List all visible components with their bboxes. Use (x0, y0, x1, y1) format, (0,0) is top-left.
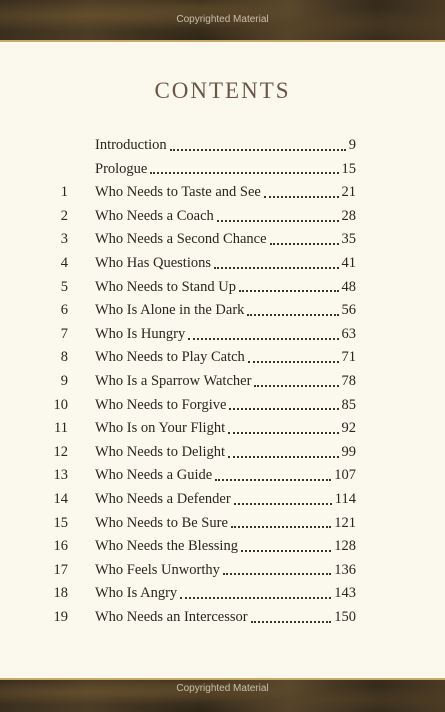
toc-row (0, 394, 445, 418)
dot-leader (248, 361, 339, 363)
dot-leader (229, 408, 338, 410)
chapter-title: Who Is on Your Flight (95, 420, 226, 437)
toc-row (0, 346, 445, 370)
page-number: 9 (348, 137, 356, 153)
toc-row (0, 559, 445, 583)
dot-leader (241, 550, 331, 552)
page-number: 15 (341, 160, 356, 177)
toc-row (0, 252, 445, 276)
toc-row (0, 134, 445, 158)
chapter-number: 8 (60, 349, 68, 366)
toc-entry (95, 276, 356, 300)
watermark-top: Copyrighted Material (176, 14, 269, 25)
chapter-number: 11 (54, 420, 68, 437)
page-number: 114 (334, 490, 356, 507)
chapter-number: 6 (60, 302, 68, 319)
dot-leader (215, 479, 331, 481)
toc-entry (95, 134, 356, 158)
toc-entry (95, 394, 356, 418)
dot-leader (264, 196, 339, 198)
toc-row (0, 370, 445, 394)
chapter-title: Who Needs to Play Catch (95, 349, 245, 366)
dot-leader (254, 385, 338, 387)
page-number: 78 (341, 372, 356, 389)
chapter-number: 5 (60, 278, 68, 295)
dot-leader (217, 220, 339, 222)
dot-leader (234, 503, 332, 505)
watermark-bottom: Copyrighted Material (176, 683, 269, 694)
page-number: 48 (341, 278, 356, 295)
dot-leader (150, 172, 338, 174)
chapter-title: Who Needs a Guide (95, 467, 213, 484)
chapter-title: Prologue (95, 160, 148, 177)
dot-leader (270, 243, 339, 245)
chapter-title: Who Needs a Coach (95, 207, 214, 224)
toc-row (0, 535, 445, 559)
page-number: 56 (341, 302, 356, 319)
toc-row (0, 299, 445, 323)
dot-leader (180, 597, 331, 599)
toc-entry (95, 181, 356, 205)
toc-entry (95, 535, 356, 559)
chapter-title: Who Needs to Taste and See (95, 184, 261, 201)
chapter-title: Who Is a Sparrow Watcher (95, 372, 252, 389)
page-number: 150 (334, 608, 356, 625)
page-number: 121 (334, 514, 356, 531)
chapter-number: 4 (60, 254, 68, 271)
chapter-number: 13 (53, 467, 68, 484)
page-number: 99 (341, 443, 356, 460)
chapter-title: Who Has Questions (95, 254, 211, 271)
dot-leader (188, 338, 338, 340)
toc-entry (95, 158, 356, 182)
toc-row (0, 417, 445, 441)
chapter-number: 14 (53, 490, 68, 507)
page-number: 28 (341, 207, 356, 224)
page-title: CONTENTS (154, 78, 291, 103)
chapter-number: 3 (60, 231, 68, 248)
chapter-number: 16 (53, 538, 68, 555)
page-number: 35 (341, 231, 356, 248)
toc-row (0, 323, 445, 347)
page-number: 128 (334, 538, 356, 555)
dot-leader (170, 149, 346, 151)
toc-entry (95, 606, 356, 630)
chapter-title: Who Feels Unworthy (95, 561, 220, 578)
page-number: 71 (341, 349, 356, 366)
page-number: 143 (334, 585, 356, 602)
toc-entry (95, 252, 356, 276)
page-number: 107 (334, 467, 356, 484)
page-number: 136 (334, 561, 356, 578)
toc-row (0, 181, 445, 205)
header-decorative-band (0, 0, 445, 42)
chapter-number: 15 (53, 514, 68, 531)
chapter-number: 10 (53, 396, 68, 413)
dot-leader (228, 432, 338, 434)
page-number: 92 (341, 420, 356, 437)
toc-entry (95, 228, 356, 252)
chapter-number: 12 (53, 443, 68, 460)
toc-row (0, 276, 445, 300)
chapter-number: 18 (53, 585, 68, 602)
toc-row (0, 441, 445, 465)
toc-entry (95, 488, 356, 512)
toc-entry (95, 346, 356, 370)
chapter-number: 1 (60, 184, 68, 201)
toc-entry (95, 559, 356, 583)
chapter-number: 7 (60, 325, 68, 342)
toc-entry (95, 512, 356, 536)
chapter-title: Who Needs a Defender (95, 490, 231, 507)
dot-leader (239, 290, 339, 292)
toc-entry (95, 417, 356, 441)
toc-entry (95, 323, 356, 347)
chapter-title: Who Needs to Forgive (95, 396, 227, 413)
toc-row (0, 228, 445, 252)
footer-decorative-band (0, 678, 445, 712)
chapter-title: Who Is Alone in the Dark (95, 302, 245, 319)
page-number: 63 (341, 325, 356, 342)
toc-entry (95, 464, 356, 488)
page-number: 85 (341, 396, 356, 413)
dot-leader (223, 573, 331, 575)
toc-row (0, 488, 445, 512)
dot-leader (228, 456, 338, 458)
toc-entry (95, 299, 356, 323)
toc-row (0, 205, 445, 229)
toc-row (0, 606, 445, 630)
chapter-title: Who Needs to Be Sure (95, 514, 228, 531)
chapter-title: Who Is Hungry (95, 325, 186, 342)
chapter-title: Who Needs to Delight (95, 443, 226, 460)
chapter-number: 19 (53, 608, 68, 625)
chapter-title: Who Needs to Stand Up (95, 278, 236, 295)
table-of-contents (0, 134, 445, 629)
toc-entry (95, 582, 356, 606)
toc-row (0, 464, 445, 488)
page-number: 41 (341, 254, 356, 271)
toc-row (0, 158, 445, 182)
chapter-number: 9 (60, 372, 68, 389)
chapter-title: Who Is Angry (95, 585, 178, 602)
toc-entry (95, 441, 356, 465)
page-number: 21 (341, 184, 356, 201)
chapter-number: 2 (60, 207, 68, 224)
chapter-title: Who Needs a Second Chance (95, 231, 267, 248)
toc-row (0, 512, 445, 536)
chapter-number: 17 (53, 561, 68, 578)
dot-leader (214, 267, 339, 269)
toc-entry (95, 205, 356, 229)
toc-row (0, 582, 445, 606)
toc-entry (95, 370, 356, 394)
dot-leader (231, 526, 331, 528)
dot-leader (251, 621, 332, 623)
chapter-title: Introduction (95, 137, 167, 153)
dot-leader (247, 314, 338, 316)
chapter-title: Who Needs an Intercessor (95, 608, 248, 625)
chapter-title: Who Needs the Blessing (95, 538, 238, 555)
